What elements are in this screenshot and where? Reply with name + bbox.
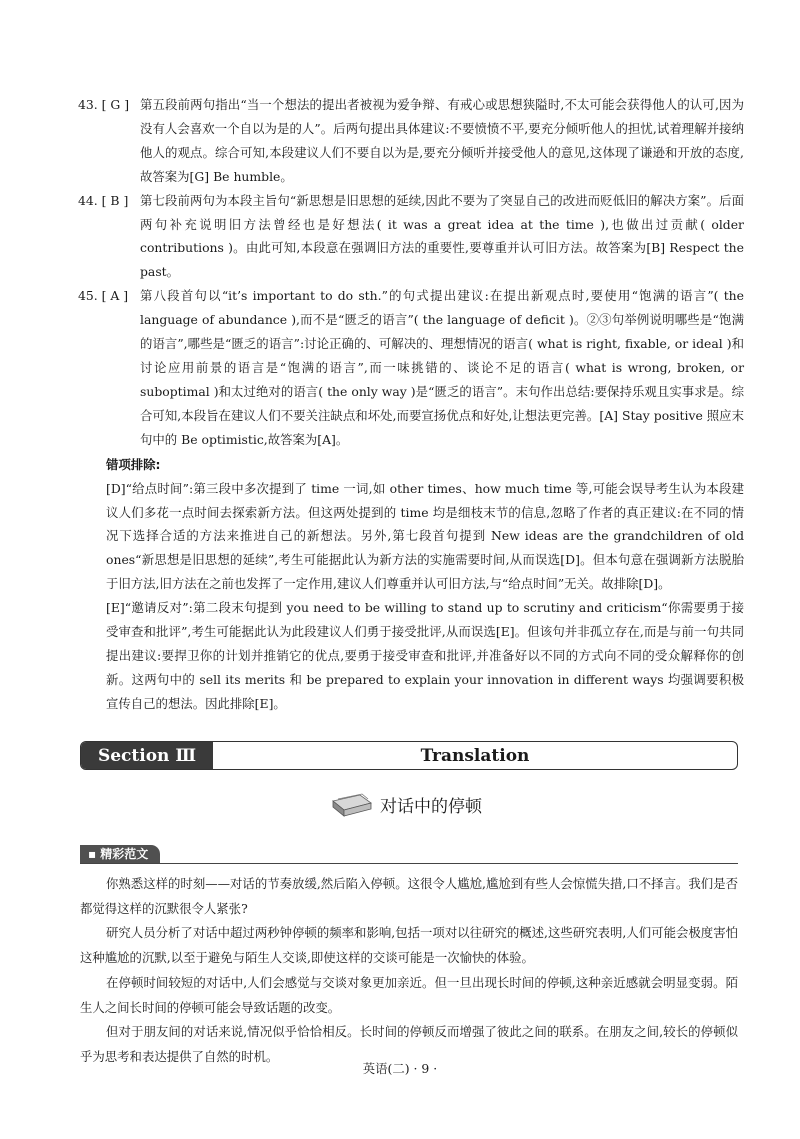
sample-essay-tag: ▪ 精彩范文 [80, 845, 160, 863]
answer-explanations [78, 93, 744, 716]
answer-number: 44. [ B ] [78, 192, 129, 208]
section-title: Translation [420, 745, 530, 766]
essay-paragraph: 你熟悉这样的时刻——对话的节奏放缓,然后陷入停顿。这很令人尴尬,尴尬到有些人会惊慌失措,口不择言。我们是否都觉得这样的沉默很令人紧张? [80, 876, 738, 916]
essay-paragraph: 在停顿时间较短的对话中,人们会感觉与交谈对象更加亲近。但一旦出现长时间的停顿,这种亲近感就会明显变弱。陌生人之间长时间的停顿可能会导致话题的改变。 [80, 974, 738, 1015]
pitfall-d: [D]“给点时间”:第三段中多次提到了 time 一词,如 other times、how much time 等,可能会误导考生认为本段建议人们多花一点时间去探索新方法。但这两处提到的 time 均是细枝末节的信息,忽略了作者的真正建议:在不同的情况下选择合适的方法来推进自己的新想法。另外,第七段首句提到 New ideas are the grandchildren of old ones“新思想是旧思想的延续”,考生可能据此认为新方法的实施需要时间,从而误选[D]。但本句意在强调新方法脱胎于旧方法,旧方法在之前也发挥了一定作用,建议人们尊重并认可旧方法,与“给点时间”无关。故排除[D]。 [106, 480, 744, 592]
answer-number: 45. [ A ] [78, 288, 129, 304]
article-title-text: 对话中的停顿 [380, 796, 482, 817]
book-icon [330, 789, 374, 819]
answer-44 [78, 189, 744, 285]
pitfall-e: [E]“邀请反对”:第二段末句提到 you need to be willing to stand up to scrutiny and criticism“你需要勇于接受审查和批评”,考生可能据此认为此段建议人们勇于接受批评,从而误选[E]。但该句并非孤立存在,而是与前一句共同提出建议:要捍卫你的计划并推销它的优点,要勇于接受审查和批评,并准备好以不同的方式向不同的受众解释你的创新。这两句中的 sell its merits 和 be prepared to explain your innovation in different ways 均强调要积极宣传自己的想法。因此排除[E]。 [106, 600, 744, 711]
answer-text: 第七段前两句为本段主旨句“新思想是旧思想的延续,因此不要为了突显自己的改进而贬低旧的解决方案”。后面两句补充说明旧方法曾经也是好想法( it was a great idea at the time ),也做出过贡献( older contributions )。由此可知,本段意在强调旧方法的重要性,要尊重并认可旧方法。故答案为[B] Respect the past。 [140, 192, 744, 280]
sample-essay-tag-row [80, 845, 738, 864]
answer-number: 43. [ G ] [78, 97, 130, 112]
answer-43 [78, 93, 744, 189]
essay-paragraph: 研究人员分析了对话中超过两秒钟停顿的频率和影响,包括一项对以往研究的概述,这些研究表明,人们可能会极度害怕这种尴尬的沉默,以至于避免与陌生人交谈,即使这样的交谈可能是一次愉快的体验。 [80, 925, 738, 966]
page-footer: 英语(二) · 9 · [362, 1061, 438, 1076]
section-label: Section Ⅲ [81, 742, 213, 769]
section-header [80, 741, 738, 770]
sample-essay [80, 872, 738, 1070]
answer-45 [78, 284, 744, 451]
essay-paragraph: 但对于朋友间的对话来说,情况似乎恰恰相反。长时间的停顿反而增强了彼此之间的联系。在朋友之间,较长的停顿似乎为思考和表达提供了自然的时机。 [80, 1024, 738, 1064]
article-title [330, 788, 482, 820]
answer-text: 第八段首句以“it’s important to do sth.”的句式提出建议:在提出新观点时,要使用“饱满的语言”( the language of abundance ),而不是“匮乏的语言”( the language of deficit )。②③句举例说明哪些是“饱满的语言”,哪些是“匮乏的语言”:讨论正确的、可解决的、理想情况的语言( what is right, fixable, or ideal )和讨论应用前景的语言是“饱满的语言”,而一味挑错的、谈论不足的语言( what is wrong, broken, or suboptimal )和太过绝对的语言( the only way )是“匮乏的语言”。末句作出总结:要保持乐观且实事求是。综合可知,本段旨在建议人们不要关注缺点和坏处,而要宣扬优点和好处,让想法更完善。[A] Stay positive 照应末句中的 Be optimistic,故答案为[A]。 [140, 288, 744, 447]
pitfall-heading: 错项排除: [106, 456, 161, 472]
answer-text: 第五段前两句指出“当一个想法的提出者被视为爱争辩、有戒心或思想狭隘时,不太可能会获得他人的认可,因为没有人会喜欢一个自以为是的人”。后两句提出具体建议:不要愤愤不平,要充分倾听他人的担忧,试着理解并接纳他人的观点。综合可知,本段建议人们不要自以为是,要充分倾听并接受他人的意见,这体现了谦逊和开放的态度,故答案为[G] Be humble。 [140, 97, 744, 184]
